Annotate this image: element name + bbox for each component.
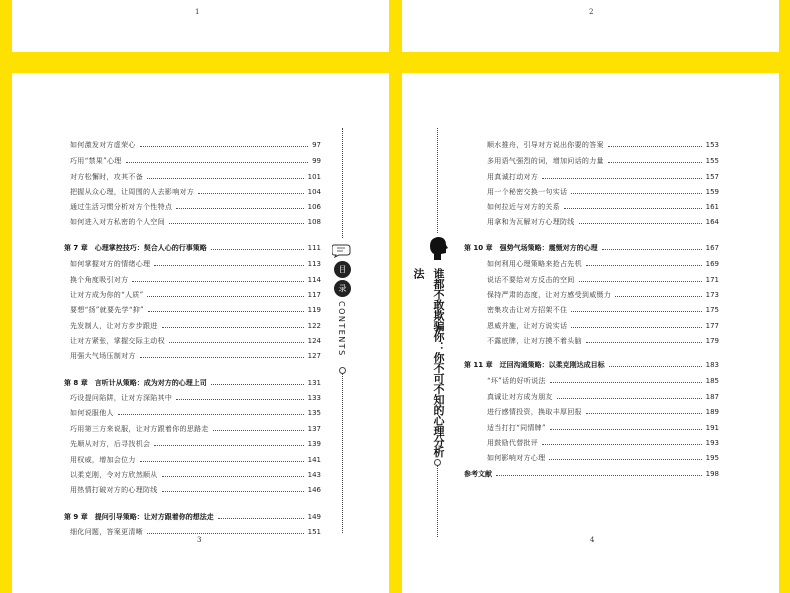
toc-section-row (487, 216, 719, 228)
leader-dots (579, 223, 702, 224)
toc-page-number: 143 (307, 471, 321, 479)
leader-dots (550, 429, 702, 430)
toc-page-number: 195 (705, 454, 719, 462)
toc-section-row (487, 186, 719, 198)
toc-page-number: 177 (705, 322, 719, 330)
toc-page-number: 159 (705, 188, 719, 196)
toc-section-row (70, 201, 321, 213)
page-2 (402, 0, 779, 52)
toc-page-number: 157 (705, 173, 719, 181)
toc-page-number: 161 (705, 203, 719, 211)
leader-dots (147, 178, 304, 179)
section-title: 恩威并施，让对方说实话 (487, 322, 568, 330)
toc-section-row (487, 274, 719, 286)
section-title: 如何影响对方心理 (487, 454, 546, 462)
section-title: 多用语气强烈的词，增加问话的力量 (487, 157, 604, 165)
section-title: 用拿和为瓦解对方心理防线 (487, 218, 575, 226)
toc-badge-mu: 目 (334, 261, 351, 278)
toc-page-number: 131 (307, 379, 321, 387)
section-title: 细化问题，答案更清晰 (70, 528, 143, 536)
toc-page-number: 169 (705, 260, 719, 268)
section-title: 如何说服他人 (70, 409, 114, 417)
toc-section-row (487, 304, 719, 316)
leader-dots (571, 311, 701, 312)
leader-dots (608, 146, 702, 147)
toc-section-row (487, 258, 719, 270)
toc-section-row (70, 304, 321, 316)
toc-section-row (487, 391, 719, 403)
toc-page-number: 104 (307, 188, 321, 196)
toc-page-number: 189 (705, 408, 719, 416)
toc-page-number: 108 (307, 218, 321, 226)
toc-list (12, 73, 389, 593)
toc-page-number: 111 (307, 244, 321, 252)
toc-section-row (487, 171, 719, 183)
section-title: 顺水推舟，引导对方说出你要的答案 (487, 141, 604, 149)
section-title: 让对方成为你的“人质” (70, 291, 144, 299)
toc-section-row (70, 526, 321, 538)
toc-page-number: 164 (705, 218, 719, 226)
toc-page-number: 119 (307, 306, 321, 314)
leader-dots (571, 327, 701, 328)
section-title: 如何掌握对方的情绪心理 (70, 260, 151, 268)
section-title: 如何利用心理策略来抢占先机 (487, 260, 582, 268)
toc-section-row (70, 320, 321, 332)
section-title: 先顺从对方，后寻找机会 (70, 440, 151, 448)
leader-dots (564, 208, 702, 209)
toc-page-number: 137 (307, 425, 321, 433)
section-title: 用强大气场压制对方 (70, 352, 136, 360)
leader-dots (213, 430, 304, 431)
toc-section-row (70, 258, 321, 270)
section-title: 先发制人，让对方步步跟进 (70, 322, 158, 330)
toc-page-number: 135 (307, 409, 321, 417)
leader-dots (140, 146, 308, 147)
toc-page-number: 113 (307, 260, 321, 268)
section-title: 进行感情投资，换取丰厚回报 (487, 408, 582, 416)
leader-dots (162, 476, 304, 477)
toc-page-number: 149 (307, 513, 321, 521)
page-1 (12, 0, 389, 52)
section-title: 对方松懈时，攻其不备 (70, 173, 143, 181)
toc-section-row (70, 484, 321, 496)
leader-dots (169, 342, 304, 343)
toc-page-number: 146 (307, 486, 321, 494)
toc-page-number: 106 (307, 203, 321, 211)
leader-dots (147, 296, 303, 297)
toc-section-row (70, 139, 321, 151)
section-title: 保持严肃的态度，让对方感受到威慑力 (487, 291, 612, 299)
leader-dots (140, 461, 304, 462)
toc-page-number: 179 (705, 337, 719, 345)
head-silhouette-icon (427, 233, 449, 261)
leader-dots (609, 366, 702, 367)
leader-dots (579, 281, 702, 282)
toc-page-number: 141 (307, 456, 321, 464)
section-title: 通过生活习惯分析对方个性特点 (70, 203, 173, 211)
toc-page-number: 99 (312, 157, 321, 165)
toc-page-number: 191 (705, 424, 719, 432)
chapter-title: 第 7 章 心理掌控技巧：契合人心的行事策略 (64, 244, 207, 252)
toc-page-number: 183 (705, 361, 719, 369)
toc-page-number: 122 (307, 322, 321, 330)
toc-page-number: 117 (307, 291, 321, 299)
toc-section-row (70, 454, 321, 466)
leader-dots (118, 414, 304, 415)
toc-section-row (487, 452, 719, 464)
toc-section-row (487, 289, 719, 301)
leader-dots (162, 327, 304, 328)
divider-dot (339, 367, 346, 374)
toc-section-row (70, 407, 321, 419)
section-title: 用鼓励代替批评 (487, 439, 539, 447)
divider-line (437, 465, 438, 537)
toc-badge-lu: 录 (334, 280, 351, 297)
section-title: “坏”话的好听说法 (487, 377, 546, 385)
leader-dots (154, 445, 303, 446)
leader-dots (169, 223, 304, 224)
toc-page-number: 187 (705, 393, 719, 401)
toc-page-number: 124 (307, 337, 321, 345)
leader-dots (496, 475, 702, 476)
toc-section-row (70, 392, 321, 404)
page-4 (402, 73, 779, 593)
contents-label: CONTENTS (337, 301, 346, 357)
leader-dots (542, 444, 702, 445)
section-title: 不露底牌，让对方摸不着头脑 (487, 337, 582, 345)
leader-dots (211, 384, 304, 385)
toc-section-row (487, 155, 719, 167)
toc-section-row (487, 422, 719, 434)
toc-chapter-row (464, 468, 719, 480)
leader-dots (615, 296, 702, 297)
toc-section-row (70, 155, 321, 167)
chapter-title: 第 9 章 提问引导策略：让对方跟着你的想法走 (64, 513, 214, 521)
section-title: 如何激发对方虚荣心 (70, 141, 136, 149)
speech-bubble-icon (332, 243, 352, 257)
section-title: 真诚让对方成为朋友 (487, 393, 553, 401)
chapter-title: 第 11 章 迂回沟通策略：以柔克刚达成目标 (464, 361, 605, 369)
toc-page-number: 193 (705, 439, 719, 447)
section-title: 以柔克刚，令对方欣然顺从 (70, 471, 158, 479)
toc-section-row (70, 350, 321, 362)
leader-dots (126, 162, 309, 163)
leader-dots (147, 533, 304, 534)
section-title: 如何拉近与对方的关系 (487, 203, 560, 211)
toc-section-row (487, 375, 719, 387)
toc-section-row (70, 438, 321, 450)
chapter-title: 第 8 章 言听计从策略：成为对方的心理上司 (64, 379, 207, 387)
divider-line (342, 128, 343, 238)
toc-chapter-row (464, 242, 719, 254)
leader-dots (557, 398, 702, 399)
toc-page-number: 175 (705, 306, 719, 314)
page-number: 1 (195, 8, 200, 16)
leader-dots (132, 281, 303, 282)
section-title: 适当打打“同情牌” (487, 424, 546, 432)
leader-dots (542, 178, 702, 179)
section-title: 用一个秘密交换一句实话 (487, 188, 568, 196)
leader-dots (571, 193, 701, 194)
section-title: 巧用第三方来说服，让对方跟着你的思路走 (70, 425, 209, 433)
leader-dots (148, 311, 304, 312)
toc-section-row (70, 186, 321, 198)
toc-list (402, 73, 779, 593)
leader-dots (586, 413, 702, 414)
toc-section-row (70, 335, 321, 347)
section-title: 把握从众心理，让周围的人去影响对方 (70, 188, 195, 196)
toc-page-number: 171 (705, 276, 719, 284)
leader-dots (211, 249, 304, 250)
divider-dot (434, 459, 441, 466)
leader-dots (162, 491, 304, 492)
toc-section-row (487, 201, 719, 213)
chapter-title: 参考文献 (464, 470, 492, 478)
leader-dots (176, 208, 303, 209)
toc-page-number: 114 (307, 276, 321, 284)
section-title: 巧设提问陷阱，让对方深陷其中 (70, 394, 173, 402)
divider-line (342, 373, 343, 533)
section-title: 用权威，增加会位力 (70, 456, 136, 464)
toc-section-row (70, 469, 321, 481)
toc-page-number: 133 (307, 394, 321, 402)
toc-section-row (487, 320, 719, 332)
toc-section-row (487, 437, 719, 449)
leader-dots (198, 193, 304, 194)
leader-dots (586, 265, 702, 266)
divider-line (437, 128, 438, 233)
leader-dots (602, 249, 702, 250)
page-3 (12, 73, 389, 593)
toc-chapter-row (64, 511, 321, 523)
leader-dots (549, 459, 701, 460)
leader-dots (140, 357, 304, 358)
toc-page-number: 153 (705, 141, 719, 149)
section-title: 让对方紧张，掌握交际主动权 (70, 337, 165, 345)
section-title: 如何进入对方私密的个人空间 (70, 218, 165, 226)
chapter-title: 第 10 章 强势气场策略：震慑对方的心理 (464, 244, 598, 252)
toc-section-row (70, 216, 321, 228)
section-title: 巧用“禁果”心理 (70, 157, 122, 165)
leader-dots (218, 518, 304, 519)
section-title: 换个角度吸引对方 (70, 276, 129, 284)
toc-chapter-row (464, 359, 719, 371)
section-title: 用热情打破对方的心理防线 (70, 486, 158, 494)
section-title: 要想“扬”就要先学“抑” (70, 306, 144, 314)
toc-section-row (70, 171, 321, 183)
toc-chapter-row (64, 377, 321, 389)
section-title: 密集攻击让对方招架不住 (487, 306, 568, 314)
toc-section-row (70, 423, 321, 435)
page-number: 4 (590, 536, 595, 544)
toc-page-number: 97 (312, 141, 321, 149)
section-title: 说话不要给对方反击的空间 (487, 276, 575, 284)
toc-page-number: 155 (705, 157, 719, 165)
toc-page-number: 167 (705, 244, 719, 252)
toc-page-number: 139 (307, 440, 321, 448)
toc-chapter-row (64, 242, 321, 254)
toc-section-row (487, 139, 719, 151)
toc-section-row (70, 274, 321, 286)
page-number: 3 (197, 536, 202, 544)
toc-page-number: 127 (307, 352, 321, 360)
section-title: 用真诚打动对方 (487, 173, 539, 181)
leader-dots (586, 342, 702, 343)
leader-dots (154, 265, 303, 266)
book-side-title: 谁都不敢欺骗你：你不可不知的心理分析法 (412, 268, 445, 457)
page-number: 2 (589, 8, 594, 16)
toc-page-number: 198 (705, 470, 719, 478)
toc-section-row (487, 335, 719, 347)
toc-page-number: 101 (307, 173, 321, 181)
leader-dots (550, 382, 702, 383)
toc-section-row (487, 406, 719, 418)
toc-page-number: 185 (705, 377, 719, 385)
leader-dots (608, 162, 702, 163)
toc-page-number: 173 (705, 291, 719, 299)
leader-dots (176, 399, 303, 400)
toc-page-number: 151 (307, 528, 321, 536)
toc-section-row (70, 289, 321, 301)
